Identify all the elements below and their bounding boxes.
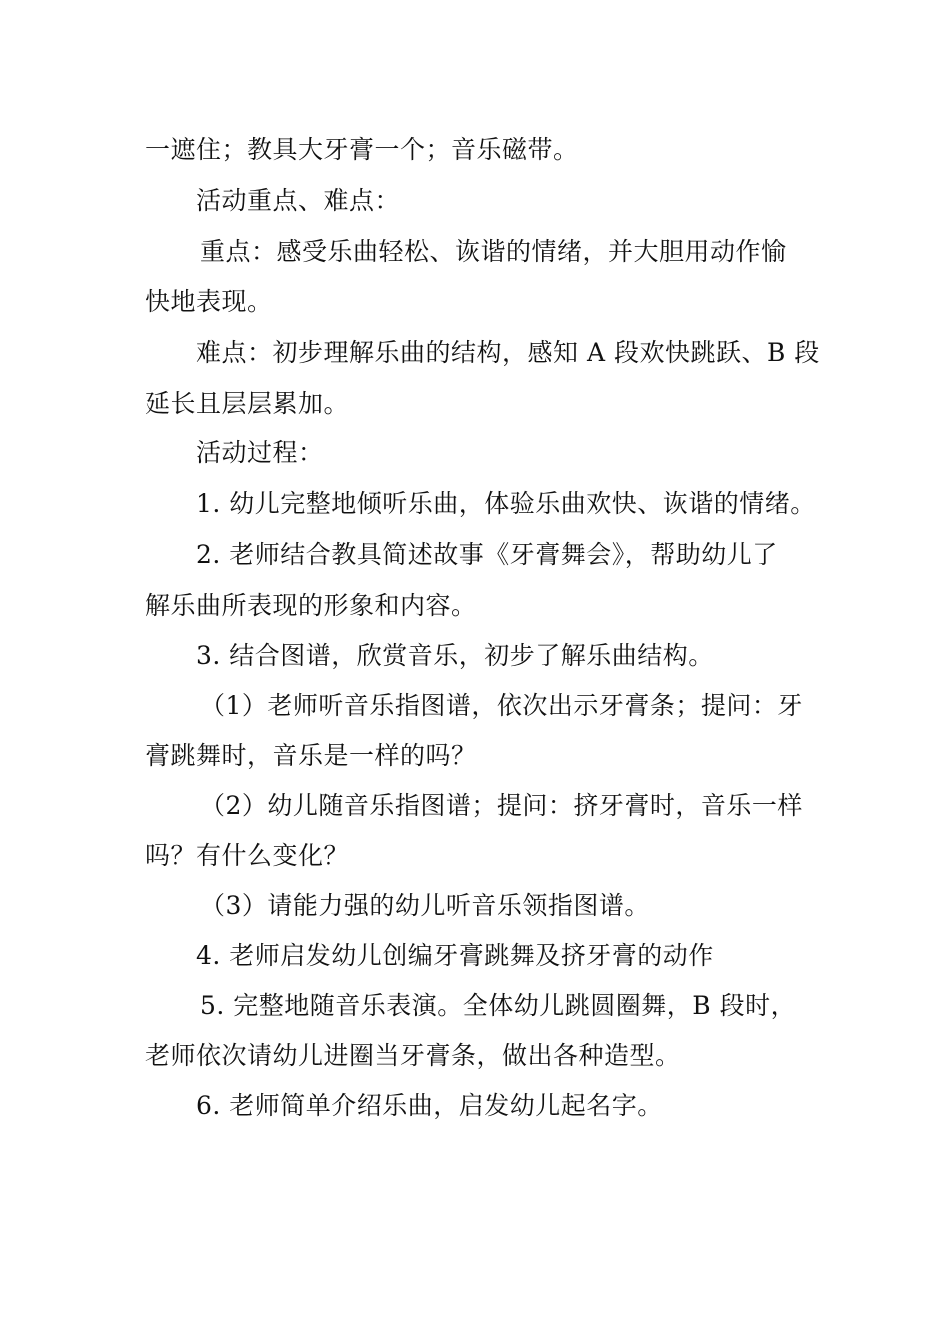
text-line: 延长且层层累加。	[145, 389, 350, 418]
list-item: 5. 完整地随音乐表演。全体幼儿跳圆圈舞，B 段时，	[200, 991, 797, 1020]
list-item: 6. 老师简单介绍乐曲，启发幼儿起名字。	[196, 1091, 663, 1120]
text-line: 吗？有什么变化？	[145, 841, 350, 870]
text-line: 难点：初步理解乐曲的结构，感知 A 段欢快跳跃、B 段	[196, 338, 820, 367]
list-item: 4. 老师启发幼儿创编牙膏跳舞及挤牙膏的动作	[196, 941, 714, 970]
text-line: 一遮住；教具大牙膏一个；音乐磁带。	[145, 135, 579, 164]
list-item: 2. 老师结合教具简述故事《牙膏舞会》，帮助幼儿了	[196, 540, 778, 569]
section-heading: 活动过程：	[196, 438, 324, 467]
text-line: 解乐曲所表现的形象和内容。	[145, 591, 477, 620]
text-line: 快地表现。	[145, 287, 273, 316]
text-line: 老师依次请幼儿进圈当牙膏条，做出各种造型。	[145, 1041, 681, 1070]
sub-list-item: （1）老师听音乐指图谱，依次出示牙膏条；提问：牙	[200, 691, 803, 720]
sub-list-item: （3）请能力强的幼儿听音乐领指图谱。	[200, 891, 650, 920]
text-line: 膏跳舞时，音乐是一样的吗？	[145, 741, 477, 770]
section-heading: 活动重点、难点：	[196, 186, 401, 215]
list-item: 3. 结合图谱，欣赏音乐，初步了解乐曲结构。	[196, 641, 714, 670]
sub-list-item: （2）幼儿随音乐指图谱；提问：挤牙膏时，音乐一样	[200, 791, 803, 820]
list-item: 1. 幼儿完整地倾听乐曲，体验乐曲欢快、诙谐的情绪。	[196, 489, 816, 518]
text-line: 重点：感受乐曲轻松、诙谐的情绪，并大胆用动作愉	[200, 237, 787, 266]
